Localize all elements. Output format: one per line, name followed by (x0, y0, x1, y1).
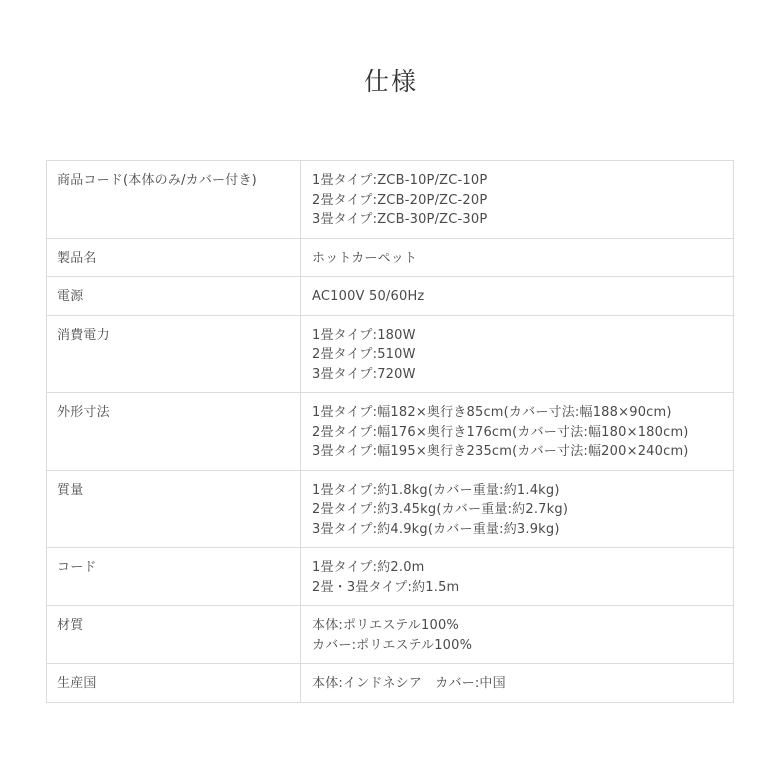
spec-value-line: 2畳タイプ:ZCB-20P/ZC-20P (312, 192, 488, 208)
spec-value-line: 3畳タイプ:ZCB-30P/ZC-30P (312, 212, 488, 227)
spec-value (301, 470, 734, 548)
spec-value-line: ホットカーペット (312, 250, 418, 266)
spec-value (301, 315, 734, 393)
spec-value-line: カバー:ポリエステル100% (312, 637, 473, 653)
spec-value (301, 277, 734, 316)
spec-value-line: 3畳タイプ:幅195×奥行き235cm(カバー寸法:幅200×240cm) (312, 444, 689, 459)
spec-row-product-name (47, 238, 734, 277)
spec-row-weight (47, 470, 734, 548)
spec-label: 質量 (47, 470, 301, 548)
spec-value (301, 606, 734, 664)
spec-row-dimensions (47, 393, 734, 471)
spec-value-line: 本体:インドネシア カバー:中国 (312, 676, 506, 691)
spec-label: 消費電力 (47, 315, 301, 393)
spec-value (301, 238, 734, 277)
spec-value-line: 3畳タイプ:720W (312, 366, 416, 382)
spec-row-power-consumption (47, 315, 734, 393)
spec-row-material (47, 606, 734, 664)
spec-label: 生産国 (47, 664, 301, 703)
spec-value-line: 1畳タイプ:ZCB-10P/ZC-10P (312, 173, 488, 188)
spec-value-line: 3畳タイプ:約4.9kg(カバー重量:約3.9kg) (312, 521, 560, 537)
spec-row-cord (47, 548, 734, 606)
spec-value-line: 2畳タイプ:510W (312, 347, 416, 362)
spec-value (301, 161, 734, 239)
spec-row-product-code (47, 161, 734, 239)
spec-value (301, 664, 734, 703)
spec-label: 外形寸法 (47, 393, 301, 471)
spec-row-country (47, 664, 734, 703)
spec-label: 商品コード(本体のみ/カバー付き) (47, 161, 301, 239)
spec-value-line: 2畳タイプ:幅176×奥行き176cm(カバー寸法:幅180×180cm) (312, 424, 689, 440)
spec-value-line: 1畳タイプ:幅182×奥行き85cm(カバー寸法:幅188×90cm) (312, 405, 672, 420)
spec-value-line: 1畳タイプ:180W (312, 327, 416, 343)
spec-value-line: 2畳タイプ:約3.45kg(カバー重量:約2.7kg) (312, 502, 569, 517)
spec-label: 電源 (47, 277, 301, 316)
spec-value-line: 1畳タイプ:約1.8kg(カバー重量:約1.4kg) (312, 482, 560, 498)
spec-value-line: AC100V 50/60Hz (312, 289, 425, 304)
spec-value (301, 548, 734, 606)
spec-label: 材質 (47, 606, 301, 664)
spec-value-line: 本体:ポリエステル100% (312, 618, 459, 633)
spec-value-line: 1畳タイプ:約2.0m (312, 560, 425, 575)
spec-table (46, 160, 734, 703)
spec-label: コード (47, 548, 301, 606)
spec-value-line: 2畳・3畳タイプ:約1.5m (312, 579, 460, 595)
spec-label: 製品名 (47, 238, 301, 277)
page-title: 仕様 (363, 67, 418, 96)
spec-value (301, 393, 734, 471)
spec-row-power-source (47, 277, 734, 316)
